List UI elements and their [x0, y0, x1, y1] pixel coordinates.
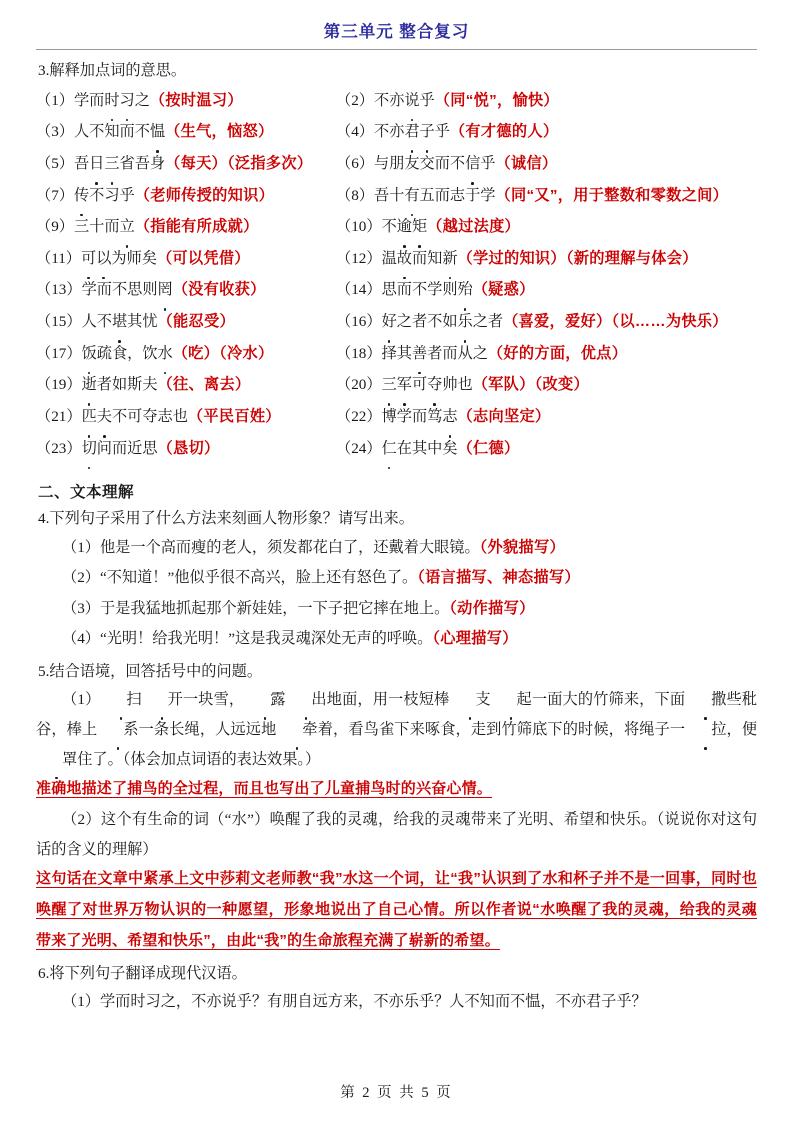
item-text: 不亦说乎: [374, 92, 435, 109]
answer-text: （好的方面，优点）: [487, 344, 628, 362]
page-title: 第三单元 整合复习: [323, 23, 470, 41]
question-3-item: [336, 401, 757, 433]
answer-text: （喜爱，爱好）: [503, 313, 612, 331]
question-5-answer: 这句话在文章中紧承上文中莎莉文老师教“我”水这一个词，让“我”认识到了水和杯子并不是一回事，同时也唤醒了对世界万物认识的一种愿望，形象地说出了自己心情。所以作者说“水唤醒了我的灵魂，给我的灵魂带来了光明、希望和快乐”，由此“我”的生命旅程充满了崭新的希望。: [36, 870, 757, 949]
question-6-items: [36, 987, 757, 1017]
emphasis-dot-char: 支: [449, 685, 490, 715]
emphasis-dot-char: 习: [120, 85, 135, 117]
item-text: 学而不思则罔: [82, 281, 173, 298]
question-3-item: [36, 243, 336, 275]
question-4-stem: 4.下列句子采用了什么方法来刻画人物形象？请写出来。: [38, 510, 414, 528]
question-6-item: [36, 987, 757, 1017]
answer-text: （学过的知识）: [457, 249, 566, 267]
item-text: “光明！给我光明！”这是我灵魂深处无声的呼唤。: [99, 630, 433, 648]
answer-text: （动作描写）: [449, 599, 535, 617]
answer-text: （军队）: [472, 376, 535, 394]
answer-text: （可以凭借）: [156, 249, 250, 267]
item-text: 择其善者而从之: [382, 345, 488, 362]
question-3-item: [336, 180, 757, 212]
item-text: 饭疏食，饮水: [82, 345, 173, 362]
question-5-item: [36, 805, 757, 864]
question-3-item: [336, 148, 757, 180]
answer-text: （泛指多次）: [227, 155, 313, 173]
question-4-items: [36, 533, 757, 655]
question-3-item: [36, 274, 336, 306]
emphasis-dot-char: 仁: [382, 433, 397, 465]
emphasis-dot-char: 立: [120, 211, 135, 243]
item-text: 吾日三省吾身: [74, 155, 165, 172]
item-number: （17）: [36, 344, 82, 362]
item-text: 好之者不如乐之者: [382, 313, 504, 330]
item-number: （16）: [336, 313, 382, 331]
item-number: （1）: [62, 691, 101, 709]
answer-text: （诚信）: [495, 155, 558, 173]
item-text: 于是我猛地抓起那个新娃娃，一下子把它摔在地上。: [99, 599, 450, 617]
item-number: （1）: [62, 993, 100, 1011]
emphasis-dot-char: 军: [397, 369, 412, 401]
emphasis-dot-char: 夺: [427, 369, 442, 401]
item-number: （23）: [36, 439, 82, 457]
emphasis-dot-char: 罔: [158, 274, 173, 306]
question-3-item: [336, 338, 757, 370]
question-3-item: [36, 433, 336, 465]
item-text: 思而不学则殆: [382, 281, 473, 298]
item-text: 匹夫不可夺志也: [82, 408, 188, 425]
item-number: （7）: [36, 186, 74, 204]
item-number: （8）: [336, 186, 374, 204]
emphasis-dot-char: 撒: [685, 685, 726, 715]
item-text: 他是一个高而瘦的老人，须发都花白了，还戴着大眼镜。: [99, 538, 480, 556]
emphasis-dot-char: 好: [382, 306, 397, 338]
item-text: 这个有生命的词（“水”）唤醒了我的灵魂，给我的灵魂带来了光明、希望和快乐。（说说你对这句话的含义的理解）: [36, 811, 758, 858]
emphasis-dot-char: 子: [420, 116, 435, 148]
item-number: （2）: [62, 811, 101, 828]
answer-text: （有才德的人）: [449, 123, 559, 141]
emphasis-dot-char: 可: [81, 243, 96, 275]
question-3-item: [336, 306, 757, 338]
question-3-stem: 3.解释加点词的意思。: [38, 62, 187, 79]
answer-text: （同“又”，用于整数和零数之间）: [495, 186, 729, 204]
item-text: 传不习乎: [74, 187, 135, 204]
item-text: 人不堪其忧: [82, 313, 158, 330]
item-text: “不知道！”他似乎很不高兴，脸上还有怒色了。: [99, 569, 418, 587]
item-number: （22）: [336, 407, 382, 425]
emphasis-dot-char: 扫: [100, 685, 141, 715]
item-number: （20）: [336, 376, 382, 394]
answer-text: （外貌描写）: [479, 538, 565, 556]
item-number: （11）: [36, 249, 81, 267]
question-3-item: [36, 306, 336, 338]
item-text: 三十而立: [74, 218, 135, 235]
question-3-item: [36, 85, 336, 117]
emphasis-dot-char: 三: [104, 148, 119, 180]
emphasis-dot-char: 善: [412, 338, 427, 370]
emphasis-dot-char: 乐: [458, 306, 473, 338]
question-4-item: [36, 594, 757, 624]
emphasis-dot-char: 有: [404, 180, 419, 212]
answer-text: （新的理解与体会）: [565, 249, 698, 267]
item-text: 不逾矩: [382, 218, 428, 235]
section-heading-2: 二、文本理解: [38, 484, 135, 502]
answer-text: （心理描写）: [432, 630, 518, 648]
item-number: （3）: [62, 599, 100, 617]
emphasis-dot-char: 三: [382, 369, 397, 401]
question-3-item: [36, 401, 336, 433]
item-number: （2）: [336, 91, 374, 109]
question-4-item: [36, 533, 757, 563]
item-number: （5）: [36, 155, 74, 173]
answer-text: （冷水）: [219, 344, 274, 362]
item-number: （4）: [336, 123, 374, 141]
emphasis-dot-char: 牵: [276, 715, 317, 745]
answer-text: （能忍受）: [157, 313, 235, 331]
emphasis-dot-char: 日: [89, 148, 104, 180]
item-number: （3）: [36, 123, 74, 141]
question-3-item: [336, 85, 757, 117]
answer-text: （以……为快乐）: [611, 313, 728, 331]
item-number: （12）: [336, 249, 382, 267]
answer-text: （平民百姓）: [187, 407, 281, 425]
answer-text: （志向坚定）: [457, 407, 551, 425]
page-footer: 第 2 页 共 5 页: [340, 1085, 453, 1101]
question-3-item: [336, 116, 757, 148]
answer-text: （疑惑）: [472, 281, 535, 299]
emphasis-dot-char: 夫: [97, 401, 112, 433]
answer-text: （同“悦”，愉快）: [434, 91, 559, 109]
emphasis-dot-char: 开: [142, 685, 183, 715]
header-divider: [36, 49, 757, 50]
emphasis-dot-char: 新: [442, 243, 457, 275]
item-text: 可以为师矣: [81, 250, 157, 267]
answer-text: （每天）: [165, 155, 228, 173]
answer-text: （按时温习）: [149, 91, 243, 109]
item-text: 吾十有五而志于学: [374, 187, 496, 204]
emphasis-dot-char: 信: [465, 148, 480, 180]
emphasis-dot-char: 拉: [685, 715, 726, 745]
item-text: 切问而近思: [82, 440, 158, 457]
item-text: 博学而笃志: [382, 408, 458, 425]
question-5-stem: 5.结合语境，回答括号中的问题。: [38, 662, 263, 680]
emphasis-dot-char: 露: [244, 685, 285, 715]
answer-text: （语言描写、神态描写）: [417, 569, 580, 587]
item-text: 与朋友交而不信乎: [374, 155, 496, 172]
question-5-items: [36, 685, 757, 956]
question-3-item: [336, 433, 757, 465]
question-3-item: [336, 274, 757, 306]
item-number: （2）: [62, 569, 100, 587]
emphasis-dot-char: 以: [96, 243, 111, 275]
emphasis-dot-char: 传: [74, 180, 89, 212]
answer-text: （改变）: [534, 376, 589, 394]
item-number: （14）: [336, 281, 382, 299]
item-number: （13）: [36, 281, 82, 299]
emphasis-dot-char: 君: [404, 116, 419, 148]
question-3-item: [36, 180, 336, 212]
question-3-item: [36, 338, 336, 370]
emphasis-dot-char: 切: [82, 433, 97, 465]
item-text: 三军可夺帅也: [382, 376, 473, 393]
question-3-item: [36, 116, 336, 148]
emphasis-dot-char: 出: [285, 685, 326, 715]
emphasis-dot-char: 愠: [150, 116, 165, 148]
question-3-item: [336, 369, 757, 401]
item-number: （18）: [336, 344, 382, 362]
item-number: （6）: [336, 155, 374, 173]
item-number: （15）: [36, 313, 82, 331]
emphasis-dot-char: 逾: [397, 211, 412, 243]
item-text: 人不知而不愠: [74, 123, 165, 140]
question-4-item: [36, 624, 757, 654]
item-number: （9）: [36, 218, 74, 236]
emphasis-dot-char: 时: [104, 85, 119, 117]
item-text: 扫 开一块雪， 露 出地面，用一枝短棒 支 起一面大的竹筛来，下面 撒些秕谷，棒上 系一条长绳，人远远地 牵着，看鸟雀下来啄食，走到竹筛底下的时候，将绳子一 拉，便罩住了。（体会加点词语的表达效果。）: [36, 691, 757, 767]
item-text: 逝者如斯夫: [82, 376, 158, 393]
answer-text: （生气，恼怒）: [165, 123, 274, 141]
emphasis-dot-char: 堪: [112, 306, 127, 338]
question-5-answer: 准确地描述了捕鸟的全过程，而且也写出了儿童捕鸟时的兴奋心情。: [36, 780, 493, 798]
item-text: 不亦君子乎: [374, 123, 450, 140]
answer-text: （吃）: [172, 344, 220, 362]
emphasis-dot-char: 矩: [412, 211, 427, 243]
emphasis-dot-char: 匹: [82, 401, 97, 433]
answer-text: （恳切）: [157, 439, 220, 457]
question-3-item: [336, 243, 757, 275]
item-text: 仁在其中矣: [382, 440, 458, 457]
question-6-stem: 6.将下列句子翻译成现代汉语。: [38, 964, 247, 982]
emphasis-dot-char: 罩: [36, 745, 77, 775]
question-3-item: [36, 148, 336, 180]
item-number: （1）: [36, 91, 74, 109]
item-text: 温故而知新: [382, 250, 458, 267]
item-number: （21）: [36, 407, 82, 425]
answer-text: （没有收获）: [172, 281, 266, 299]
question-3-item: [36, 369, 336, 401]
question-4-item: [36, 563, 757, 593]
emphasis-dot-char: 逝: [82, 369, 97, 401]
answer-text: （往、离去）: [157, 376, 251, 394]
answer-text: （指能有所成就）: [134, 218, 259, 236]
emphasis-dot-char: 系: [97, 715, 138, 745]
item-number: （1）: [62, 538, 100, 556]
question-5-item: [36, 685, 757, 774]
answer-text: （越过法度）: [427, 218, 521, 236]
emphasis-dot-char: 说: [404, 85, 419, 117]
item-text: 学而时习之: [74, 92, 150, 109]
question-3-item: [336, 211, 757, 243]
item-number: （19）: [36, 376, 82, 394]
emphasis-dot-char: 故: [397, 243, 412, 275]
emphasis-dot-char: 殆: [458, 274, 473, 306]
answer-text: （仁德）: [457, 439, 520, 457]
item-number: （4）: [62, 630, 100, 648]
emphasis-dot-char: 水: [158, 338, 173, 370]
emphasis-dot-char: 起: [491, 685, 532, 715]
emphasis-dot-char: 志: [442, 401, 457, 433]
answer-text: （老师传授的知识）: [134, 186, 275, 204]
item-number: （10）: [336, 218, 382, 236]
question-3-item-grid: [36, 85, 757, 464]
emphasis-dot-char: 饭: [82, 338, 97, 370]
item-number: （24）: [336, 439, 382, 457]
item-text: 学而时习之，不亦说乎？有朋自远方来，不亦乐乎？人不知而不愠，不亦君子乎？: [99, 993, 647, 1011]
